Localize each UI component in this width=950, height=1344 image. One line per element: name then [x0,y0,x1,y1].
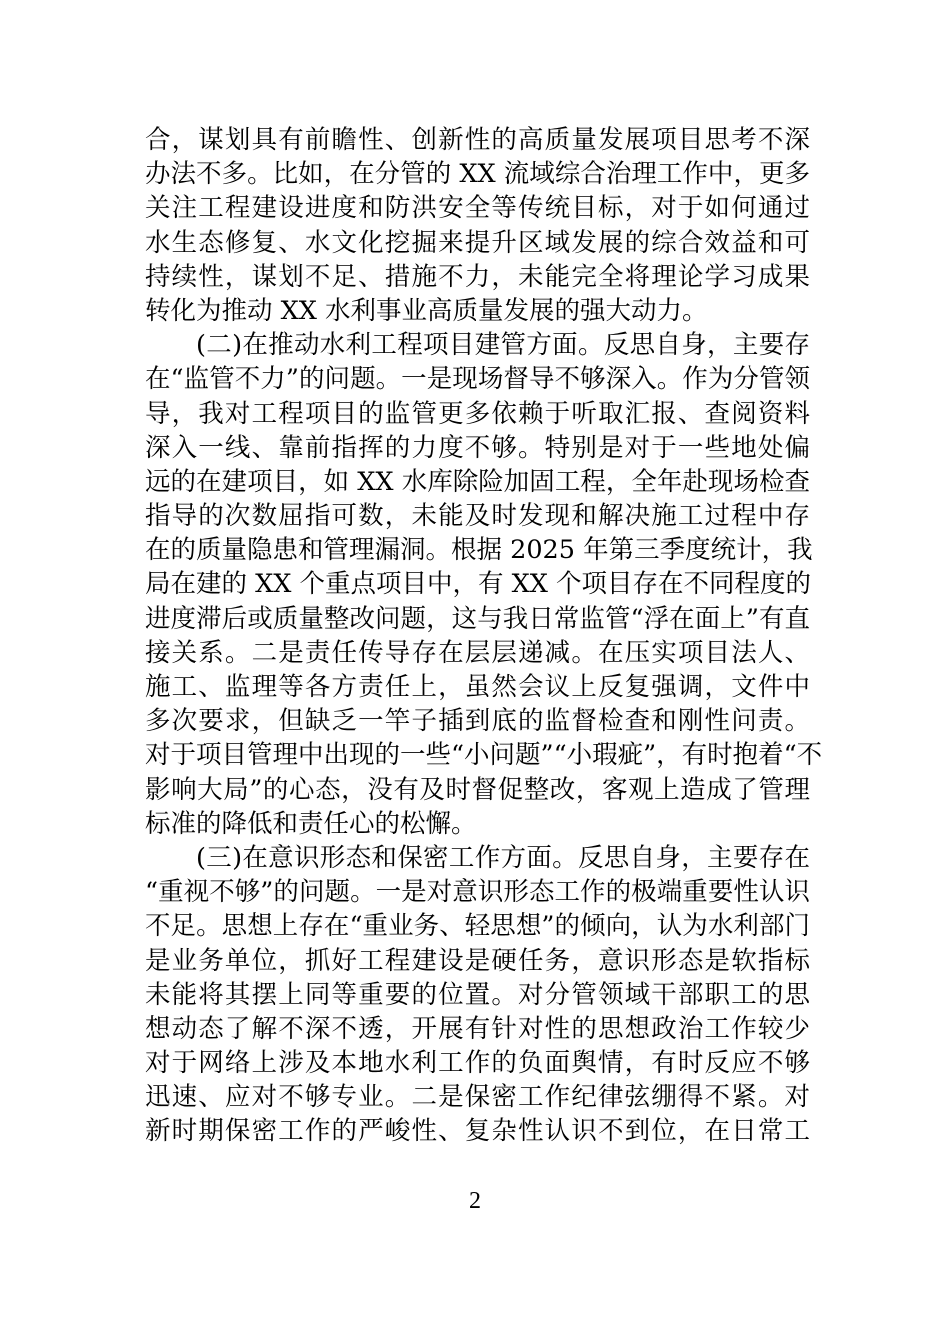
section-heading-line: (三)在意识形态和保密工作方面。反思自身，主要存在 [196,842,810,873]
text-line: 转化为推动 XX 水利事业高质量发展的强大动力。 [145,295,708,326]
text-line: 局在建的 XX 个重点项目中，有 XX 个项目存在不同程度的 [145,569,812,600]
text-line: 持续性，谋划不足、措施不力，未能完全将理论学习成果 [145,261,810,292]
text-line: 新时期保密工作的严峻性、复杂性认识不到位，在日常工 [145,1116,810,1147]
text-line: 不足。思想上存在“重业务、轻思想”的倾向，认为水利部门 [145,911,810,942]
text-line: 远的在建项目，如 XX 水库除险加固工程，全年赴现场检查 [145,466,810,497]
text-line: 进度滞后或质量整改问题，这与我日常监管“浮在面上”有直 [145,603,810,634]
text-line: 未能将其摆上同等重要的位置。对分管领域干部职工的思 [145,979,810,1010]
text-line: 合，谋划具有前瞻性、创新性的高质量发展项目思考不深 [145,125,810,155]
text-line: 多次要求，但缺乏一竿子插到底的监督检查和刚性问责。 [145,706,810,737]
text-line: 施工、监理等各方责任上，虽然会议上反复强调，文件中 [145,672,810,702]
page-number: 2 [469,1188,481,1214]
text-line: 导，我对工程项目的监管更多依赖于听取汇报、查阅资料 [145,398,810,429]
body-text [145,123,823,1149]
text-line: 影响大局”的心态，没有及时督促整改，客观上造成了管理 [145,774,810,805]
text-line: 在“监管不力”的问题。一是现场督导不够深入。作为分管领 [145,364,810,395]
text-line: 对于网络上涉及本地水利工作的负面舆情，有时反应不够 [145,1048,810,1079]
text-line: “重视不够”的问题。一是对意识形态工作的极端重要性认识 [145,877,810,908]
section-heading-line: (二)在推动水利工程项目建管方面。反思自身，主要存 [196,330,810,361]
text-line: 办法不多。比如，在分管的 XX 流域综合治理工作中，更多 [145,159,810,190]
text-line: 水生态修复、水文化挖掘来提升区域发展的综合效益和可 [145,227,810,258]
text-line: 关注工程建设进度和防洪安全等传统目标，对于如何通过 [145,193,810,224]
text-line: 想动态了解不深不透，开展有针对性的思想政治工作较少 [145,1013,810,1044]
text-line: 在的质量隐患和管理漏洞。根据 2025 年第三季度统计，我 [145,535,813,566]
text-line: 接关系。二是责任传导存在层层递减。在压实项目法人、 [145,637,810,668]
text-line: 是业务单位，抓好工程建设是硬任务，意识形态是软指标 [145,945,810,976]
text-line: 标准的降低和责任心的松懈。 [145,808,477,839]
text-line: 指导的次数屈指可数，未能及时发现和解决施工过程中存 [145,501,810,532]
text-line: 对于项目管理中出现的一些“小问题”“小瑕疵”，有时抱着“不 [145,740,823,771]
text-line: 深入一线、靠前指挥的力度不够。特别是对于一些地处偏 [145,432,810,463]
text-line: 迅速、应对不够专业。二是保密工作纪律弦绷得不紧。对 [145,1082,810,1113]
